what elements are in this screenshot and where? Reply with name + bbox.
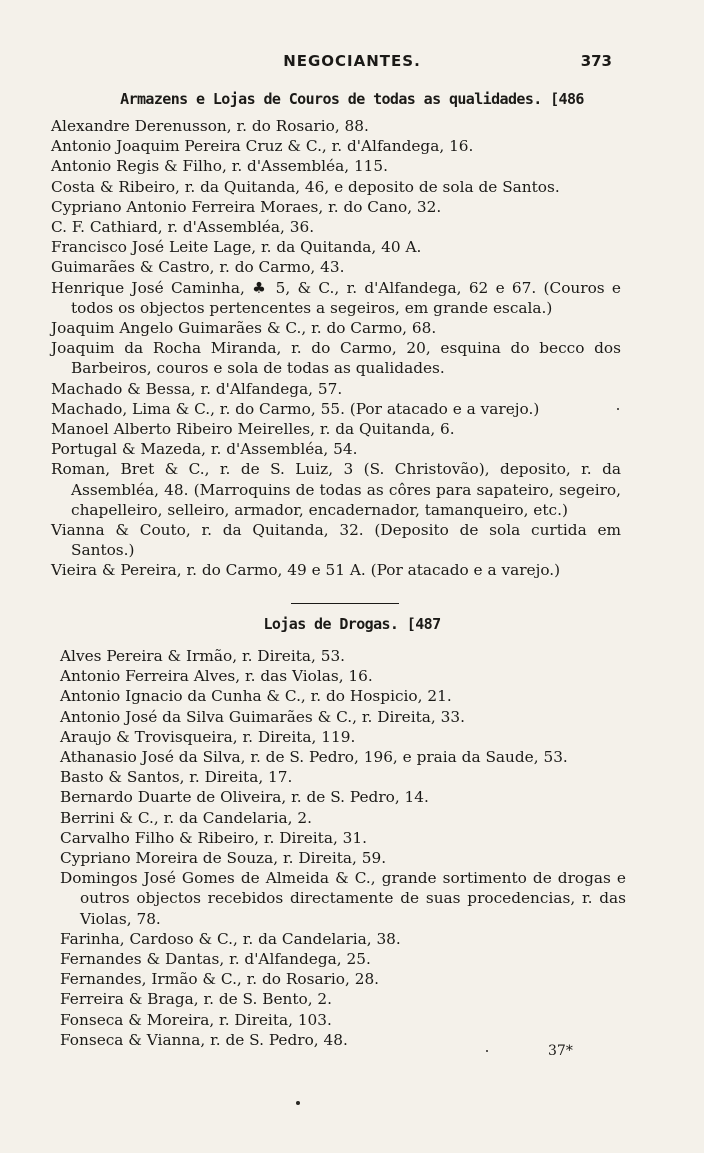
list-item: Alexandre Derenusson, r. do Rosario, 88. [51,117,369,135]
list-item: Farinha, Cardoso & C., r. da Candelaria, 38. [60,929,401,948]
list-item: Roman, Bret & C., r. de S. Luiz, 3 (S. Christovão), deposito, r. da Assembléa, 48. (Marroquins de todas as côres para sapateiro, segeiro, chapelleiro, selleiro, armador, encadernador, tamanqueiro, etc.) [51,460,621,519]
list-item: Fernandes, Irmão & C., r. do Rosario, 28. [60,970,380,989]
page-number: 373 [580,52,612,70]
list-item: Henrique José Caminha, ♣ 5, & C., r. d'Alfandega, 62 e 67. (Couros e todos os objectos pertencentes a segeiros, em grande escala.) [51,278,621,317]
printer-signature-mark: 37* [548,1043,573,1059]
list-item: Vianna & Couto, r. da Quitanda, 32. (Deposito de sola curtida em Santos.) [51,521,621,560]
list-item: Machado, Lima & C., r. do Carmo, 55. (Por atacado e a varejo.) [51,399,540,418]
list-item: Antonio Joaquim Pereira Cruz & C., r. d'Alfandega, 16. [51,137,474,156]
list-item: Domingos José Gomes de Almeida & C., grande sortimento de drogas e outros objectos recebidos directamente de suas procedencias, r. das Violas, 78. [60,869,626,928]
print-speck [617,408,619,410]
list-item: Fernandes & Dantas, r. d'Alfandega, 25. [60,950,371,969]
list-item: Bernardo Duarte de Oliveira, r. de S. Pedro, 14. [60,788,429,807]
print-speck [486,1050,488,1052]
list-item: Vieira & Pereira, r. do Carmo, 49 e 51 A. (Por atacado e a varejo.) [51,561,561,580]
section-heading-drugs: Lojas de Drogas. [487 [263,615,441,633]
list-item: Cypriano Moreira de Souza, r. Direita, 59. [60,849,387,868]
list-item: Berrini & C., r. da Candelaria, 2. [60,808,312,827]
list-item: Antonio Ferreira Alves, r. das Violas, 16. [60,667,373,686]
list-item: Alves Pereira & Irmão, r. Direita, 53. [60,647,346,665]
leather-dealers-list [51,116,621,581]
list-item: Basto & Santos, r. Direita, 17. [60,768,293,787]
list-item: Costa & Ribeiro, r. da Quitanda, 46, e deposito de sola de Santos. [51,177,560,196]
list-item: Araujo & Trovisqueira, r. Direita, 119. [60,727,356,746]
list-item: Francisco José Leite Lage, r. da Quitanda, 40 A. [51,238,422,257]
section-heading-leather: Armazens e Lojas de Couros de todas as qualidades. [486 [120,90,584,108]
list-item: Athanasio José da Silva, r. de S. Pedro, 196, e praia da Saude, 53. [60,748,568,767]
list-item: Carvalho Filho & Ribeiro, r. Direita, 31. [60,828,367,847]
running-head-title: NEGOCIANTES. [283,52,421,70]
list-item: Portugal & Mazeda, r. d'Assembléa, 54. [51,440,358,459]
list-item: C. F. Cathiard, r. d'Assembléa, 36. [51,218,315,237]
list-item: Cypriano Antonio Ferreira Moraes, r. do Cano, 32. [51,197,442,216]
section-divider [291,603,399,604]
list-item: Antonio Ignacio da Cunha & C., r. do Hospicio, 21. [60,687,452,706]
list-item: Joaquim da Rocha Miranda, r. do Carmo, 20, esquina do becco dos Barbeiros, couros e sola de todas as qualidades. [51,339,621,378]
list-item: Joaquim Angelo Guimarães & C., r. do Carmo, 68. [51,319,437,338]
list-item: Ferreira & Braga, r. de S. Bento, 2. [60,990,333,1009]
list-item: Guimarães & Castro, r. do Carmo, 43. [51,258,345,277]
list-item: Manoel Alberto Ribeiro Meirelles, r. da Quitanda, 6. [51,420,455,439]
running-head [0,52,704,74]
list-item: Fonseca & Vianna, r. de S. Pedro, 48. [60,1030,348,1049]
list-item: Antonio Regis & Filho, r. d'Assembléa, 115. [51,157,389,176]
list-item: Machado & Bessa, r. d'Alfandega, 57. [51,379,343,398]
list-item: Antonio José da Silva Guimarães & C., r. Direita, 33. [60,707,465,726]
print-speck [296,1101,300,1105]
drug-stores-list [60,646,626,1050]
list-item: Fonseca & Moreira, r. Direita, 103. [60,1010,332,1029]
